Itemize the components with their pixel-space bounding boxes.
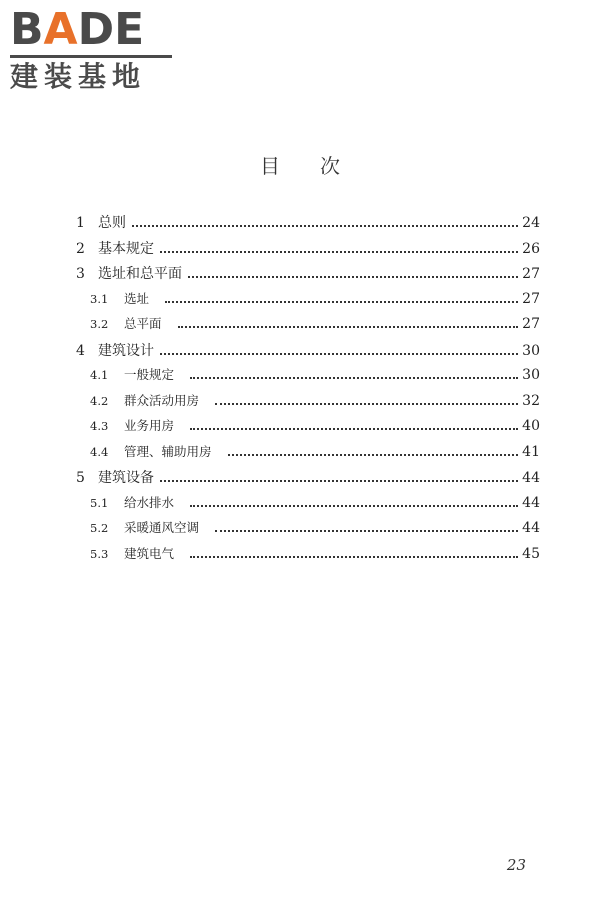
toc-entry[interactable] <box>76 314 540 340</box>
toc-entry[interactable] <box>76 416 540 442</box>
toc-dot-leader <box>215 530 518 532</box>
logo-letter-a-accent: A <box>43 4 78 55</box>
toc-entry[interactable] <box>76 518 540 544</box>
toc-entry-page: 27 <box>522 316 540 332</box>
page-number: 23 <box>506 856 526 874</box>
toc-entry-label: 给水排水 <box>124 494 175 510</box>
toc-entry-label: 基本规定 <box>98 240 154 257</box>
toc-entry-number: 2 <box>76 240 85 257</box>
toc-entry-label: 业务用房 <box>124 418 175 433</box>
toc-entry-number: 5.2 <box>90 521 109 535</box>
toc-entry-page: 27 <box>522 266 540 282</box>
toc-dot-leader <box>160 353 518 355</box>
toc-entry-page: 44 <box>522 520 540 536</box>
toc-entry-label: 一般规定 <box>124 367 175 382</box>
toc-entry-label: 选址 <box>124 290 150 306</box>
toc-dot-leader <box>188 276 518 278</box>
toc-title: 目 次 <box>260 154 340 178</box>
logo-underline <box>10 55 172 58</box>
toc-entry[interactable] <box>76 391 540 417</box>
toc-entry-label: 建筑设计 <box>98 342 154 359</box>
logo-wordmark <box>10 6 144 54</box>
toc-dot-leader <box>160 480 518 482</box>
toc-dot-leader <box>190 377 518 379</box>
toc-entry[interactable] <box>76 340 540 366</box>
toc-dot-leader <box>160 251 518 253</box>
toc-entry-page: 30 <box>522 342 540 359</box>
toc-entry[interactable] <box>76 263 540 289</box>
toc-entry-page: 32 <box>522 392 540 409</box>
toc-dot-leader <box>190 505 518 507</box>
toc-entry-page: 26 <box>522 240 540 257</box>
toc-entry-label: 建筑设备 <box>98 470 154 486</box>
toc-entry[interactable] <box>76 365 540 391</box>
toc-entry[interactable] <box>76 238 540 264</box>
toc-entry-label: 选址和总平面 <box>98 266 182 282</box>
toc-entry-number: 5.1 <box>90 495 109 510</box>
toc-entry-number: 4.1 <box>90 368 109 382</box>
toc-entry-page: 24 <box>522 215 540 231</box>
logo-letter-b: B <box>10 4 44 55</box>
toc-list <box>76 212 540 569</box>
toc-entry-number: 4.3 <box>90 419 109 433</box>
toc-entry-label: 管理、辅助用房 <box>124 443 212 459</box>
toc-entry-page: 41 <box>522 443 540 460</box>
toc-entry-number: 3.1 <box>90 291 109 306</box>
toc-dot-leader <box>132 225 518 227</box>
toc-entry-number: 4.4 <box>90 444 109 459</box>
toc-entry-number: 4.2 <box>90 393 109 408</box>
toc-entry[interactable] <box>76 544 540 570</box>
toc-entry-page: 44 <box>522 470 540 486</box>
toc-dot-leader <box>178 326 518 328</box>
toc-entry-page: 30 <box>522 367 540 383</box>
toc-entry-label: 总平面 <box>124 316 162 331</box>
toc-entry-label: 总则 <box>98 215 126 231</box>
toc-entry-number: 5.3 <box>90 546 109 561</box>
toc-entry-number: 5 <box>76 470 85 486</box>
toc-entry-number: 3 <box>76 266 85 282</box>
toc-dot-leader <box>165 301 518 303</box>
logo-letters-de: DE <box>77 4 145 55</box>
toc-entry[interactable] <box>76 212 540 238</box>
toc-dot-leader <box>215 403 518 405</box>
toc-dot-leader <box>228 454 518 456</box>
toc-entry-label: 采暖通风空调 <box>124 520 200 535</box>
toc-entry[interactable] <box>76 493 540 519</box>
toc-entry-page: 45 <box>522 545 540 562</box>
toc-entry[interactable] <box>76 289 540 315</box>
toc-entry-number: 3.2 <box>90 317 109 331</box>
brand-logo <box>10 6 180 96</box>
toc-entry-page: 44 <box>522 494 540 511</box>
toc-entry-page: 27 <box>522 290 540 307</box>
toc-entry-label: 群众活动用房 <box>124 392 200 408</box>
toc-dot-leader <box>190 428 518 430</box>
logo-chinese-name: 建装基地 <box>10 60 147 93</box>
toc-entry[interactable] <box>76 467 540 493</box>
toc-entry-number: 4 <box>76 342 85 359</box>
toc-entry-page: 40 <box>522 418 540 434</box>
toc-dot-leader <box>190 556 518 558</box>
toc-entry-number: 1 <box>76 215 85 231</box>
toc-entry[interactable] <box>76 442 540 468</box>
toc-entry-label: 建筑电气 <box>124 545 175 561</box>
